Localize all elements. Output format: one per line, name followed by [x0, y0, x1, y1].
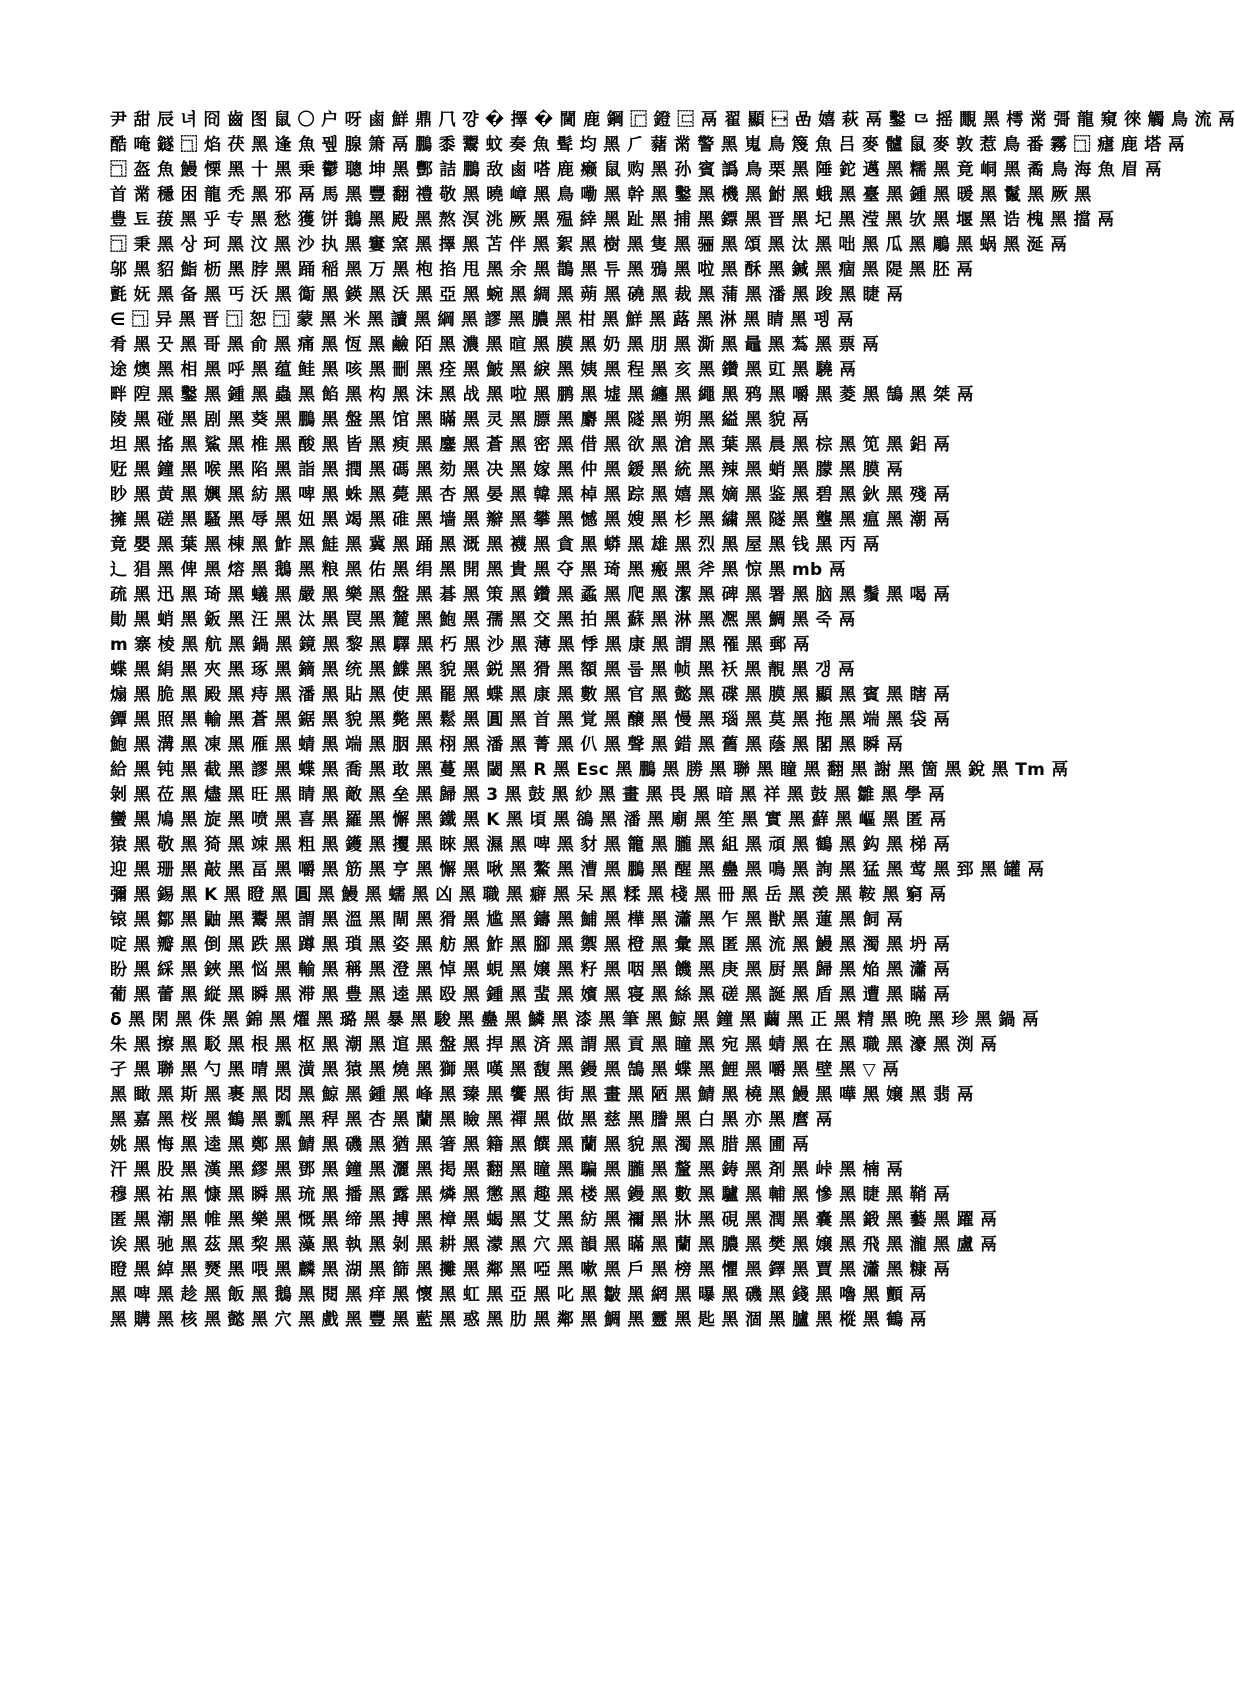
text-line: 畔 隉 ⿊ 鑿 ⿊ 鍾 ⿊ 蟲 ⿊ 餡 ⿊ 构 ⿊ 沫 ⿊ 战 ⿊ 啦 ⿊ 鹏 ⿊ 墟 ⿊ 纏 ⿊ 繩 ⿊ 鸦 ⿊ 嚼 ⿊ 菱 ⿊ 鵠 ⿊ 桀 ⿀: [110, 385, 974, 405]
text-line: 匿 ⿊ 潮 ⿊ 帷 ⿊ 樂 ⿊ 慨 ⿊ 缔 ⿊ 搏 ⿊ 樟 ⿊ 蝎 ⿊ 艾 ⿊ 紡 ⿊ 禰 ⿊ 牀 ⿊ 硯 ⿊ 潤 ⿊ 嚢 ⿊ 鍛 ⿊ 藝 ⿊ 躍 ⿀: [110, 1210, 998, 1230]
text-line: 汗 ⿊ 股 ⿊ 漢 ⿊ 繆 ⿊ 鄧 ⿊ 鐘 ⿊ 灑 ⿊ 掲 ⿊ 翻 ⿊ 瞳 ⿊ 騙 ⿊ 朧 ⿊ 釐 ⿊ 鋳 ⿊ 剤 ⿊ 峠 ⿊ 楠 ⿀: [110, 1160, 904, 1180]
text-line: 锿 ⿊ 鄒 ⿊ 鼬 ⿊ 鬻 ⿊ 謂 ⿊ 溫 ⿊ 閘 ⿊ 猾 ⿊ 尴 ⿊ 鑄 ⿊ 鯆 ⿊ 樺 ⿊ 瀟 ⿊ 乍 ⿊ 獣 ⿊ 蓮 ⿊ 飼 ⿀: [110, 910, 904, 930]
text-line: 迎 ⿊ 珊 ⿊ 敲 ⿊ 畐 ⿊ 嚼 ⿊ 筋 ⿊ 亨 ⿊ 懈 ⿊ 啾 ⿊ 鰲 ⿊ 漕 ⿊ 鵬 ⿊ 醒 ⿊ 蠱 ⿊ 鳴 ⿊ 詢 ⿊ 猛 ⿊ 莺 ⿊ 郅 ⿊ 罐 ⿀: [110, 860, 1045, 880]
text-line: ⿊ 瞰 ⿊ 斯 ⿊ 裹 ⿊ 悶 ⿊ 鯨 ⿊ 鍾 ⿊ 峰 ⿊ 臻 ⿊ 饗 ⿊ 街 ⿊ 畫 ⿊ 陋 ⿊ 鯖 ⿊ 橈 ⿊ 鰻 ⿊ 嘩 ⿊ 嬢 ⿊ 翡 ⿀: [110, 1085, 974, 1105]
text-line: 鮑 ⿊ 溝 ⿊ 凍 ⿊ 雁 ⿊ 蜻 ⿊ 端 ⿊ 胭 ⿊ 栩 ⿊ 潘 ⿊ 菁 ⿊ 仈 ⿊ 聲 ⿊ 錯 ⿊ 舊 ⿊ 蔭 ⿊ 閣 ⿊ 瞬 ⿀: [110, 735, 904, 755]
text-line: 穆 ⿊ 祐 ⿊ 慷 ⿊ 瞬 ⿊ 琉 ⿊ 播 ⿊ 露 ⿊ 燐 ⿊ 懲 ⿊ 趣 ⿊ 楼 ⿊ 鏝 ⿊ 數 ⿊ 驢 ⿊ 輔 ⿊ 慘 ⿊ 睫 ⿊ 鞘 ⿀: [110, 1185, 951, 1205]
text-line: 彌 ⿊ 錫 ⿊ K ⿊ 瞪 ⿊ 圓 ⿊ 鰻 ⿊ 蠕 ⿊ 凶 ⿊ 職 ⿊ 癖 ⿊ 呆 ⿊ 糅 ⿊ 棧 ⿊ 冊 ⿊ 岳 ⿊ 羡 ⿊ 鞍 ⿊ 窮 ⿀: [110, 885, 947, 905]
text-line: 竟 嬰 ⿊ 葉 ⿊ 棟 ⿊ 鮓 ⿊ 鮭 ⿊ 冀 ⿊ 踊 ⿊ 溉 ⿊ 襪 ⿊ 貪 ⿊ 蟒 ⿊ 雄 ⿊ 烈 ⿊ 屋 ⿊ 钱 ⿊ 丙 ⿀: [110, 535, 880, 555]
text-line: ⿊ 購 ⿊ 核 ⿊ 懿 ⿊ 穴 ⿊ 戲 ⿊ 豐 ⿊ 藍 ⿊ 惑 ⿊ 肋 ⿊ 鄰 ⿊ 鯛 ⿊ 靈 ⿊ 匙 ⿊ 涸 ⿊ 臚 ⿊ 樅 ⿊ 鶴 ⿀: [110, 1310, 927, 1330]
text-line: 眇 ⿊ 黄 ⿊ 嬹 ⿊ 紡 ⿊ 啤 ⿊ 蛛 ⿊ 薨 ⿊ 杏 ⿊ 晏 ⿊ 韓 ⿊ 棹 ⿊ 踪 ⿊ 嬉 ⿊ 嫡 ⿊ 鉴 ⿊ 碧 ⿊ 鈥 ⿊ 殘 ⿀: [110, 485, 951, 505]
text-line: δ ⿊ 閑 ⿊ 侏 ⿊ 錦 ⿊ 燿 ⿊ 璐 ⿊ 暴 ⿊ 駿 ⿊ 蠱 ⿊ 鱗 ⿊ 漆 ⿊ 筆 ⿊ 鯨 ⿊ 鐘 ⿊ 繭 ⿊ 正 ⿊ 精 ⿊ 晩 ⿊ 珍 ⿊ 鍋 ⿀: [110, 1010, 1040, 1030]
text-line: 葡 ⿊ 蕾 ⿊ 縦 ⿊ 瞬 ⿊ 滞 ⿊ 豊 ⿊ 逵 ⿊ 殴 ⿊ 鍾 ⿊ 蜚 ⿊ 嬪 ⿊ 寝 ⿊ 絲 ⿊ 磋 ⿊ 誕 ⿊ 盾 ⿊ 遭 ⿊ 瞞 ⿀: [110, 985, 951, 1005]
text-line: 啶 ⿊ 瓣 ⿊ 倒 ⿊ 跌 ⿊ 蹲 ⿊ 瑣 ⿊ 姿 ⿊ 舫 ⿊ 鮓 ⿊ 腳 ⿊ 禦 ⿊ 橙 ⿊ 彙 ⿊ 匿 ⿊ 流 ⿊ 鰻 ⿊ 濁 ⿊ 坍 ⿀: [110, 935, 951, 955]
text-line: 鐔 ⿊ 照 ⿊ 輸 ⿊ 蒼 ⿊ 鋸 ⿊ 貌 ⿊ 斃 ⿊ 鬆 ⿊ 圓 ⿊ 首 ⿊ 覚 ⿊ 醸 ⿊ 慢 ⿊ 瑙 ⿊ 莫 ⿊ 拖 ⿊ 端 ⿊ 袋 ⿀: [110, 710, 951, 730]
text-line: ⿹ 盔 ⿂ 鰻 慄 ⿊ 十 ⿊ 乗 鬱 聰 坤 ⿊ 酆 詰 鵬 敌 ⿄ 嗒 ⿅ 癞 ⿏ 购 ⿊ 孙 賓 譌 ⿃ 栗 ⿊ 陲 鉈 邁 ⿊ 糯 ⿊ 竟 峒 ⿊ 矞 ⿃ 海 ⿂ 眉 ⿀: [110, 160, 1163, 180]
text-line: ∈ ⿹ 异 ⿊ 晋 ⿹ 恕 ⿹ 蒙 ⿊ 米 ⿊ 讀 ⿊ 綱 ⿊ 謬 ⿊ 膿 ⿊ 柑 ⿊ 鮮 ⿊ 蕗 ⿊ 淋 ⿊ 睛 ⿊ 펭 ⿀: [110, 310, 855, 330]
text-line: 蠻 ⿊ 鳩 ⿊ 旋 ⿊ 喷 ⿊ 喜 ⿊ 羅 ⿊ 懈 ⿊ 鐵 ⿊ K ⿊ 頃 ⿊ 鵒 ⿊ 潘 ⿊ 廟 ⿊ 笙 ⿊ 實 ⿊ 蘚 ⿊ 嶇 ⿊ 匿 ⿀: [110, 810, 947, 830]
text-line: 朱 ⿊ 擦 ⿊ 駁 ⿊ 根 ⿊ 枢 ⿊ 潮 ⿊ 逭 ⿊ 盤 ⿊ 捍 ⿊ 済 ⿊ 謂 ⿊ 貢 ⿊ 瞳 ⿊ 宛 ⿊ 蜻 ⿊ 在 ⿊ 職 ⿊ 濠 ⿊ 渕 ⿀: [110, 1035, 998, 1055]
text-line: 姚 ⿊ 悔 ⿊ 逵 ⿊ 鄭 ⿊ 鯖 ⿊ 磯 ⿊ 猶 ⿊ 箸 ⿊ 籍 ⿊ 饌 ⿊ 蘭 ⿊ 貌 ⿊ 濁 ⿊ 腊 ⿊ 圃 ⿀: [110, 1135, 810, 1155]
document-page: [110, 108, 1235, 1598]
text-line: 煽 ⿊ 脆 ⿊ 殿 ⿊ 痔 ⿊ 潘 ⿊ 貼 ⿊ 使 ⿊ 罷 ⿊ 蝶 ⿊ 康 ⿊ 數 ⿊ 官 ⿊ 懿 ⿊ 碟 ⿊ 膜 ⿊ 顯 ⿊ 賓 ⿊ 瞎 ⿀: [110, 685, 951, 705]
text-line: 剝 ⿊ 莅 ⿊ 燼 ⿊ 旺 ⿊ 睛 ⿊ 敵 ⿊ 垒 ⿊ 歸 ⿊ 3 ⿊ 鼓 ⿊ 紗 ⿊ 畫 ⿊ 畏 ⿊ 暗 ⿊ 祥 ⿊ 鼓 ⿊ 雛 ⿊ 學 ⿀: [110, 785, 946, 805]
text-line: 肴 ⿊ 꿋 ⿊ 哥 ⿊ 俞 ⿊ 痛 ⿊ 恆 ⿊ 鹼 陌 ⿊ 濃 ⿊ 暄 ⿊ 膜 ⿊ 奶 ⿊ 朋 ⿊ 澌 ⿊ 鼂 ⿊ 蒍 ⿊ 票 ⿀: [110, 335, 880, 355]
text-line: ⿹ 秉 ⿊ 상 珂 ⿊ 汶 ⿊ 沙 执 ⿊ 窶 窯 ⿊ 擇 ⿊ 苫 伴 ⿊ 絮 ⿊ 樹 ⿊ 隻 ⿊ 骊 ⿊ 頌 ⿊ 汰 ⿊ 咄 ⿊ 瓜 ⿊ 鵰 ⿊ 蜗 ⿊ 涎 ⿀: [110, 235, 1068, 255]
text-line: 勛 ⿊ 蛸 ⿊ 鈑 ⿊ 汪 ⿊ 汰 ⿊ 罠 ⿊ 麓 ⿊ 鮑 ⿊ 孺 ⿊ 交 ⿊ 拍 ⿊ 蘇 ⿊ 淋 ⿊ 凞 ⿊ 鯛 ⿊ 죽 ⿀: [110, 610, 856, 630]
text-line: 猿 ⿊ 敬 ⿊ 猗 ⿊ 竦 ⿊ 粗 ⿊ 鑊 ⿊ 攫 ⿊ 睞 ⿊ 濕 ⿊ 啤 ⿊ 豺 ⿊ 籠 ⿊ 朧 ⿊ 組 ⿊ 頑 ⿊ 鶴 ⿊ 鈎 ⿊ 梯 ⿀: [110, 835, 951, 855]
text-line: 途 燠 ⿊ 相 ⿊ 呼 ⿊ 蕴 鲑 ⿊ 咳 ⿊ 刪 ⿊ 痊 ⿊ 鮍 ⿊ 綟 ⿊ 姨 ⿊ 程 ⿊ 亥 ⿊ 鑽 ⿊ 豇 ⿊ 驍 ⿀: [110, 360, 857, 380]
text-line: ⿊ 啤 ⿊ 趁 ⿊ 飯 ⿊ 鵝 ⿊ 閱 ⿊ 痒 ⿊ 懷 ⿊ 虹 ⿊ 亞 ⿊ 叱 ⿊ 皺 ⿊ 網 ⿊ 曝 ⿊ 磯 ⿊ 錢 ⿊ 嚕 ⿊ 顫 ⿀: [110, 1285, 927, 1305]
text-line: 蝶 ⿊ 絹 ⿊ 夾 ⿊ 琢 ⿊ 鏑 ⿊ 统 ⿊ 鰈 ⿊ 貌 ⿊ 鋭 ⿊ 猾 ⿊ 額 ⿊ 룹 ⿊ 帧 ⿊ 袄 ⿊ 靚 ⿊ 갱 ⿀: [110, 660, 856, 680]
text-line: 孑 ⿊ 聯 ⿊ 勺 ⿊ 晴 ⿊ 潢 ⿊ 猿 ⿊ 燒 ⿊ 獅 ⿊ 嘆 ⿊ 馥 ⿊ 鏝 ⿊ 鵠 ⿊ 蝶 ⿊ 鯉 ⿊ 嚼 ⿊ 壁 ⿊ ▽ ⿀: [110, 1060, 900, 1080]
text-line: 诶 ⿊ 驰 ⿊ 茲 ⿊ 棃 ⿊ 藻 ⿊ 執 ⿊ 剝 ⿊ 耕 ⿊ 濛 ⿊ 穴 ⿊ 韻 ⿊ 瞞 ⿊ 蘭 ⿊ 膿 ⿊ 樊 ⿊ 嬢 ⿊ 飛 ⿊ 瀧 ⿊ 盧 ⿀: [110, 1235, 998, 1255]
text-line: 尹 甜 ⾠ 녀 冏 ⿒ 图 ⿏ 〇 户 呀 ⿄ 鮮 ⿍ ⺇ 꺙 � 擇 � 閫 ⿅ 鋼 ⿸ 鐙 ⿷ ⿀ 翟 顯 ⿾ 嵒 嬉 萩 ⿀ 鑿 ⺋ 摇 覵 ⿊ 樗 ⿋ 彁 ⿓ 窺 徠 觸 ⿃ 流 ⿀: [110, 110, 1235, 130]
text-line: 瞪 ⿊ 綽 ⿊ 燹 ⿊ 喂 ⿊ 麟 ⿊ 湖 ⿊ 篩 ⿊ 攤 ⿊ 鄰 ⿊ 啞 ⿊ 嗽 ⿊ 戶 ⿊ 榜 ⿊ 懼 ⿊ 鐸 ⿊ 賈 ⿊ 瀟 ⿊ 糠 ⿀: [110, 1260, 951, 1280]
text-line: 首 ⿋ 穩 困 ⿓ 禿 ⿊ 邪 ⿀ 馬 ⿊ 豐 翻 禮 敬 ⿊ 曉 嶂 ⿊ 鳥 嘞 ⿊ 幹 ⿊ 鑿 ⿊ 機 ⿊ 鮒 ⿊ 蛾 ⿊ 臺 ⿊ 鍾 ⿊ 暖 ⿊ 鬣 ⿊ 厥 ⿊: [110, 185, 1092, 205]
text-line: 豊 툐 菝 ⿊ 乎 专 ⿊ 愁 獲 饼 鵝 ⿊ 殿 ⿊ 熬 溟 洮 厥 ⿊ 殟 緈 ⿊ 趾 ⿊ 捕 ⿊ 鏢 ⿊ 晋 ⿊ 圮 ⿊ 滢 ⿊ 欤 ⿊ 堰 ⿊ 诰 槐 ⿊ 擋 ⿀: [110, 210, 1115, 230]
text-line: 辶 猖 ⿊ 俾 ⿊ 熔 ⿊ 鵝 ⿊ 粮 ⿊ 佑 ⿊ 绢 ⿊ 開 ⿊ 貴 ⿊ 夺 ⿊ 琦 ⿊ 瘢 ⿊ 斧 ⿊ 惊 ⿊ mb ⿀: [110, 560, 847, 580]
text-line: 氈 妩 ⿊ 备 ⿊ 丐 沃 ⿊ 鵆 ⿊ 鍈 ⿊ 沃 ⿊ 亞 ⿊ 蜿 ⿊ 綢 ⿊ 蒴 ⿊ 磽 ⿊ 裁 ⿊ 蒲 ⿊ 潘 ⿊ 踆 ⿊ 睫 ⿀: [110, 285, 904, 305]
text-line: m 寨 棱 ⿊ 航 ⿊ 鍋 ⿊ 鏡 ⿊ 黎 ⿊ 驛 ⿊ 朽 ⿊ 沙 ⿊ 薄 ⿊ 悸 ⿊ 康 ⿊ 謂 ⿊ 罹 ⿊ 郵 ⿀: [110, 635, 811, 655]
text-line: 邬 ⿊ 貂 鮨 枥 ⿊ 脖 ⿊ 踊 稲 ⿊ 万 ⿊ 枹 掐 甩 ⿊ 余 ⿊ 鵲 ⿊ 튜 ⿊ 鴉 ⿊ 啦 ⿊ 酥 ⿊ 鍼 ⿊ 痼 ⿊ 隄 ⿊ 胚 ⿀: [110, 260, 974, 280]
text-line: 坦 ⿊ 搖 ⿊ 鯊 ⿊ 椎 ⿊ 酸 ⿊ 皆 ⿊ 瘐 ⿊ 鏖 ⿊ 蒼 ⿊ 密 ⿊ 借 ⿊ 欲 ⿊ 滄 ⿊ 葉 ⿊ 晨 ⿊ 棕 ⿊ 笕 ⿊ 鋁 ⿀: [110, 435, 951, 455]
text-line: 擁 ⿊ 磋 ⿊ 騷 ⿊ 辱 ⿊ 妞 ⿊ 竭 ⿊ 碓 ⿊ 墙 ⿊ 辮 ⿊ 攀 ⿊ 憾 ⿊ 嫂 ⿊ 杉 ⿊ 繍 ⿊ 隧 ⿊ 壟 ⿊ 瘟 ⿊ 潮 ⿀: [110, 510, 951, 530]
text-line: 疏 ⿊ 迅 ⿊ 琦 ⿊ 蟻 ⿊ 嚴 ⿊ 樂 ⿊ 盤 ⿊ 碁 ⿊ 策 ⿊ 鑽 ⿊ 蟊 ⿊ 爬 ⿊ 潔 ⿊ 碑 ⿊ 署 ⿊ 脑 ⿊ 鬚 ⿊ 喝 ⿀: [110, 585, 951, 605]
text-line: 陵 ⿊ 碰 ⿊ 剧 ⿊ 葵 ⿊ 鵬 ⿊ 盤 ⿊ 馆 ⿊ 瞞 ⿊ 灵 ⿊ 膘 ⿊ 麝 ⿊ 隧 ⿊ 朔 ⿊ 縊 ⿊ 貌 ⿀: [110, 410, 810, 430]
text-line: 酷 唵 鐩 ⿹ 焰 茯 ⿊ 逢 ⿂ 뮆 腺 箫 ⿀ 鵬 ⿉ 鬻 蚊 奏 ⿂ 髶 均 ⿊ ⺁ 藸 ⿋ 警 ⿊ 嵬 ⿃ 篾 ⿂ 吕 ⿆ 髗 ⿏ ⿆ 敦 惹 ⿃ 番 霧 ⿹ 瘧 ⿅ 塔 ⿀: [110, 135, 1186, 155]
text-line: 給 ⿊ 钝 ⿊ 截 ⿊ 謬 ⿊ 蝶 ⿊ 喬 ⿊ 敢 ⿊ 蔓 ⿊ 閾 ⿊ R ⿊ Esc ⿊ 鵬 ⿊ 勝 ⿊ 聯 ⿊ 瞳 ⿊ 翻 ⿊ 謝 ⿊ 箇 ⿊ 銳 ⿊ Tm ⿀: [110, 760, 1069, 780]
text-line: 觃 ⿊ 鐘 ⿊ 喉 ⿊ 陷 ⿊ 詣 ⿊ 撋 ⿊ 碼 ⿊ 劾 ⿊ 决 ⿊ 嫁 ⿊ 仲 ⿊ 鍰 ⿊ 統 ⿊ 辣 ⿊ 蛸 ⿊ 朦 ⿊ 膜 ⿀: [110, 460, 904, 480]
text-line: 盼 ⿊ 綵 ⿊ 鋏 ⿊ 悩 ⿊ 輸 ⿊ 稱 ⿊ 澄 ⿊ 悼 ⿊ 蜆 ⿊ 嬢 ⿊ 籽 ⿊ 咽 ⿊ 饑 ⿊ 庚 ⿊ 厨 ⿊ 歸 ⿊ 焔 ⿊ 瀟 ⿀: [110, 960, 951, 980]
text-line: ⿊ 嘉 ⿊ 桜 ⿊ 鶴 ⿊ 瓢 ⿊ 稈 ⿊ 杏 ⿊ 蘭 ⿊ 瞼 ⿊ 禪 ⿊ 做 ⿊ 慈 ⿊ 謄 ⿊ 白 ⿊ 亦 ⿊ 麿 ⿀: [110, 1110, 833, 1130]
